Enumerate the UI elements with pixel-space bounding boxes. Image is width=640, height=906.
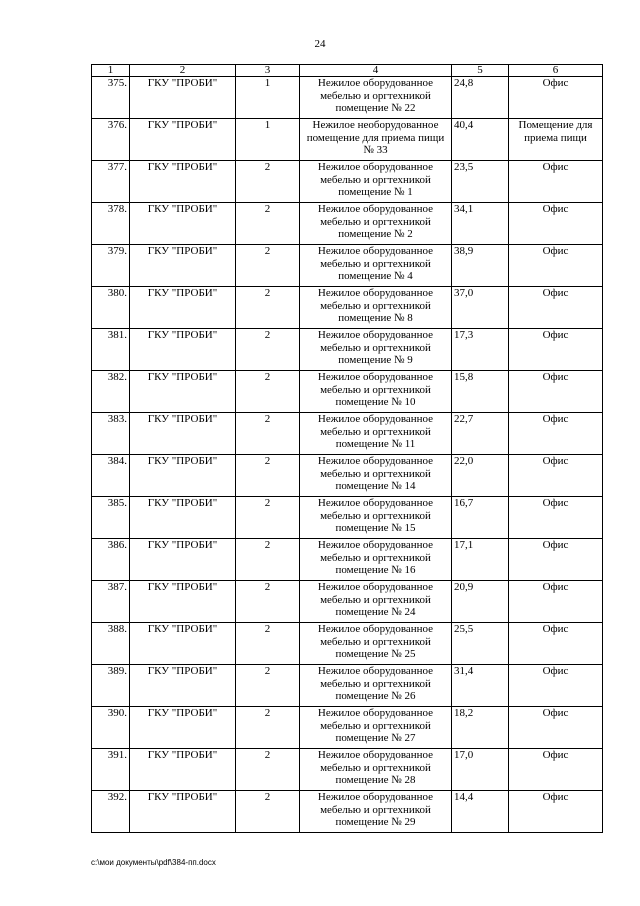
floor-cell: 2 [236,161,300,203]
row-number-cell: 390. [92,707,130,749]
table-row [92,287,603,329]
column-header: 4 [300,65,452,77]
column-header: 2 [130,65,236,77]
table-row [92,455,603,497]
organization-cell: ГКУ "ПРОБИ" [130,329,236,371]
purpose-cell: Офис [509,581,603,623]
floor-cell: 2 [236,203,300,245]
column-header: 3 [236,65,300,77]
description-cell: Нежилое оборудованное мебелью и оргтехникой помещение № 26 [300,665,452,707]
description-cell: Нежилое оборудованное мебелью и оргтехникой помещение № 14 [300,455,452,497]
description-cell: Нежилое оборудованное мебелью и оргтехникой помещение № 9 [300,329,452,371]
description-cell: Нежилое оборудованное мебелью и оргтехникой помещение № 28 [300,749,452,791]
floor-cell: 2 [236,455,300,497]
purpose-cell: Офис [509,329,603,371]
organization-cell: ГКУ "ПРОБИ" [130,161,236,203]
area-cell: 24,8 [452,77,509,119]
table-body [92,77,603,833]
purpose-cell: Офис [509,791,603,833]
column-header: 6 [509,65,603,77]
row-number-cell: 386. [92,539,130,581]
description-cell: Нежилое оборудованное мебелью и оргтехникой помещение № 15 [300,497,452,539]
row-number-cell: 383. [92,413,130,455]
organization-cell: ГКУ "ПРОБИ" [130,539,236,581]
description-cell: Нежилое оборудованное мебелью и оргтехникой помещение № 2 [300,203,452,245]
floor-cell: 2 [236,665,300,707]
table-row [92,791,603,833]
table-row [92,623,603,665]
row-number-cell: 382. [92,371,130,413]
description-cell: Нежилое оборудованное мебелью и оргтехникой помещение № 16 [300,539,452,581]
description-cell: Нежилое оборудованное мебелью и оргтехникой помещение № 27 [300,707,452,749]
area-cell: 23,5 [452,161,509,203]
organization-cell: ГКУ "ПРОБИ" [130,119,236,161]
row-number-cell: 387. [92,581,130,623]
floor-cell: 2 [236,581,300,623]
row-number-cell: 380. [92,287,130,329]
organization-cell: ГКУ "ПРОБИ" [130,203,236,245]
table-row [92,119,603,161]
table-row [92,581,603,623]
description-cell: Нежилое оборудованное мебелью и оргтехникой помещение № 10 [300,371,452,413]
purpose-cell: Офис [509,539,603,581]
floor-cell: 2 [236,497,300,539]
description-cell: Нежилое необорудованное помещение для приема пищи № 33 [300,119,452,161]
area-cell: 31,4 [452,665,509,707]
purpose-cell: Офис [509,371,603,413]
floor-cell: 2 [236,623,300,665]
area-cell: 17,1 [452,539,509,581]
table-row [92,497,603,539]
floor-cell: 1 [236,119,300,161]
table-header-row [92,65,603,77]
purpose-cell: Офис [509,749,603,791]
organization-cell: ГКУ "ПРОБИ" [130,245,236,287]
area-cell: 17,3 [452,329,509,371]
area-cell: 15,8 [452,371,509,413]
table-row [92,539,603,581]
organization-cell: ГКУ "ПРОБИ" [130,791,236,833]
purpose-cell: Офис [509,161,603,203]
floor-cell: 2 [236,539,300,581]
purpose-cell: Офис [509,245,603,287]
organization-cell: ГКУ "ПРОБИ" [130,707,236,749]
description-cell: Нежилое оборудованное мебелью и оргтехникой помещение № 4 [300,245,452,287]
organization-cell: ГКУ "ПРОБИ" [130,665,236,707]
purpose-cell: Офис [509,665,603,707]
area-cell: 18,2 [452,707,509,749]
table-row [92,329,603,371]
row-number-cell: 389. [92,665,130,707]
area-cell: 22,0 [452,455,509,497]
purpose-cell: Офис [509,455,603,497]
premises-table [91,64,603,833]
description-cell: Нежилое оборудованное мебелью и оргтехникой помещение № 24 [300,581,452,623]
area-cell: 16,7 [452,497,509,539]
area-cell: 20,9 [452,581,509,623]
table-row [92,77,603,119]
table-row [92,245,603,287]
organization-cell: ГКУ "ПРОБИ" [130,623,236,665]
organization-cell: ГКУ "ПРОБИ" [130,371,236,413]
purpose-cell: Помещение для приема пищи [509,119,603,161]
table-row [92,707,603,749]
area-cell: 40,4 [452,119,509,161]
organization-cell: ГКУ "ПРОБИ" [130,287,236,329]
floor-cell: 1 [236,77,300,119]
row-number-cell: 384. [92,455,130,497]
organization-cell: ГКУ "ПРОБИ" [130,497,236,539]
file-path-footer: c:\мои документы\pdf\384-пп.docx [91,858,216,867]
row-number-cell: 385. [92,497,130,539]
purpose-cell: Офис [509,287,603,329]
table-row [92,665,603,707]
description-cell: Нежилое оборудованное мебелью и оргтехникой помещение № 29 [300,791,452,833]
description-cell: Нежилое оборудованное мебелью и оргтехникой помещение № 8 [300,287,452,329]
row-number-cell: 392. [92,791,130,833]
floor-cell: 2 [236,245,300,287]
purpose-cell: Офис [509,497,603,539]
table-row [92,203,603,245]
table-row [92,749,603,791]
page-number: 24 [314,38,326,50]
area-cell: 38,9 [452,245,509,287]
floor-cell: 2 [236,413,300,455]
purpose-cell: Офис [509,77,603,119]
organization-cell: ГКУ "ПРОБИ" [130,581,236,623]
description-cell: Нежилое оборудованное мебелью и оргтехникой помещение № 11 [300,413,452,455]
row-number-cell: 379. [92,245,130,287]
area-cell: 25,5 [452,623,509,665]
floor-cell: 2 [236,707,300,749]
floor-cell: 2 [236,791,300,833]
organization-cell: ГКУ "ПРОБИ" [130,455,236,497]
description-cell: Нежилое оборудованное мебелью и оргтехникой помещение № 22 [300,77,452,119]
organization-cell: ГКУ "ПРОБИ" [130,413,236,455]
purpose-cell: Офис [509,203,603,245]
column-header: 1 [92,65,130,77]
table-row [92,161,603,203]
table-row [92,413,603,455]
row-number-cell: 381. [92,329,130,371]
area-cell: 34,1 [452,203,509,245]
purpose-cell: Офис [509,413,603,455]
row-number-cell: 391. [92,749,130,791]
purpose-cell: Офис [509,623,603,665]
table-row [92,371,603,413]
description-cell: Нежилое оборудованное мебелью и оргтехникой помещение № 25 [300,623,452,665]
floor-cell: 2 [236,371,300,413]
area-cell: 37,0 [452,287,509,329]
organization-cell: ГКУ "ПРОБИ" [130,749,236,791]
floor-cell: 2 [236,749,300,791]
description-cell: Нежилое оборудованное мебелью и оргтехникой помещение № 1 [300,161,452,203]
row-number-cell: 378. [92,203,130,245]
organization-cell: ГКУ "ПРОБИ" [130,77,236,119]
row-number-cell: 377. [92,161,130,203]
floor-cell: 2 [236,287,300,329]
area-cell: 14,4 [452,791,509,833]
row-number-cell: 388. [92,623,130,665]
floor-cell: 2 [236,329,300,371]
area-cell: 17,0 [452,749,509,791]
row-number-cell: 376. [92,119,130,161]
column-header: 5 [452,65,509,77]
row-number-cell: 375. [92,77,130,119]
purpose-cell: Офис [509,707,603,749]
area-cell: 22,7 [452,413,509,455]
